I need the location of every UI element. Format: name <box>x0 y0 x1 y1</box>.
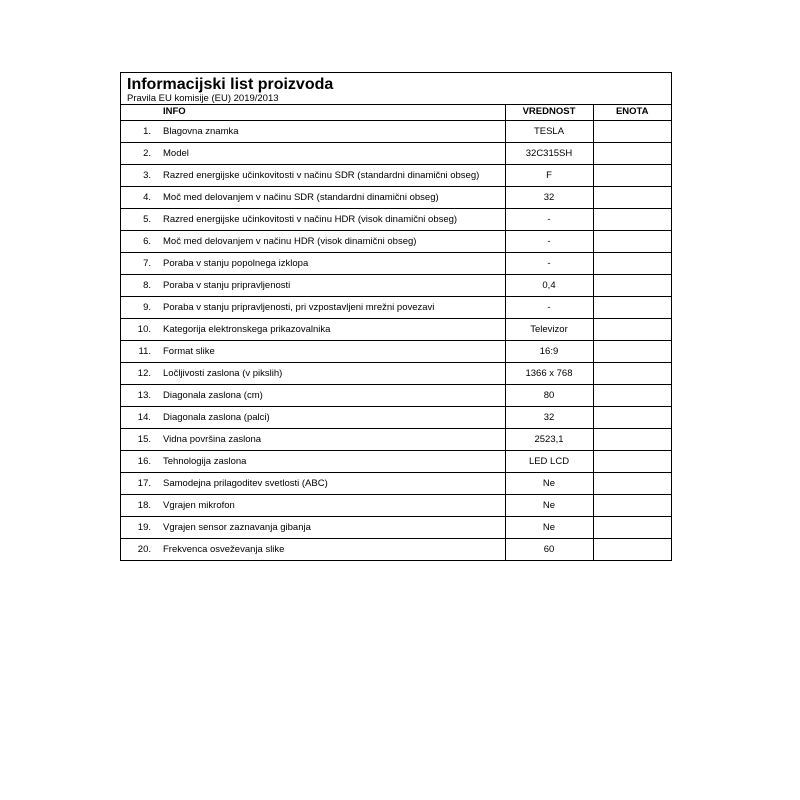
row-value: 2523,1 <box>505 429 593 451</box>
row-label: Poraba v stanju popolnega izklopa <box>163 258 309 269</box>
row-value: Ne <box>505 473 593 495</box>
row-unit <box>593 253 671 275</box>
table-row <box>121 429 671 451</box>
row-unit <box>593 495 671 517</box>
row-value: Televizor <box>505 319 593 341</box>
row-info-cell <box>121 517 505 539</box>
row-value: 32C315SH <box>505 143 593 165</box>
table-row <box>121 407 671 429</box>
row-unit <box>593 275 671 297</box>
row-unit <box>593 363 671 385</box>
row-unit <box>593 473 671 495</box>
info-table <box>121 105 671 560</box>
table-row <box>121 187 671 209</box>
row-number: 10. <box>137 324 151 335</box>
row-number: 13. <box>137 390 151 401</box>
row-unit <box>593 231 671 253</box>
row-label: Moč med delovanjem v načinu SDR (standardni dinamični obseg) <box>163 192 439 203</box>
row-unit <box>593 407 671 429</box>
sheet-subtitle: Pravila EU komisije (EU) 2019/2013 <box>127 93 279 104</box>
row-value: LED LCD <box>505 451 593 473</box>
row-value: - <box>505 297 593 319</box>
row-unit <box>593 143 671 165</box>
table-row <box>121 451 671 473</box>
row-info-cell <box>121 121 505 143</box>
row-info-cell <box>121 385 505 407</box>
table-row <box>121 231 671 253</box>
row-value: 0,4 <box>505 275 593 297</box>
column-header-value: VREDNOST <box>505 105 593 121</box>
row-unit <box>593 209 671 231</box>
row-unit <box>593 341 671 363</box>
row-info-cell <box>121 209 505 231</box>
row-label: Moč med delovanjem v načinu HDR (visok dinamični obseg) <box>163 236 417 247</box>
row-label: Tehnologija zaslona <box>163 456 247 467</box>
row-value: 60 <box>505 539 593 561</box>
row-label: Razred energijske učinkovitosti v načinu SDR (standardni dinamični obseg) <box>163 170 480 181</box>
table-row <box>121 165 671 187</box>
row-unit <box>593 385 671 407</box>
row-info-cell <box>121 319 505 341</box>
row-info-cell <box>121 165 505 187</box>
row-number: 6. <box>143 236 151 247</box>
row-unit <box>593 187 671 209</box>
row-label: Ločljivosti zaslona (v pikslih) <box>163 368 283 379</box>
row-label: Vgrajen sensor zaznavanja gibanja <box>163 522 311 533</box>
row-label: Format slike <box>163 346 215 357</box>
row-number: 8. <box>143 280 151 291</box>
row-number: 20. <box>137 544 151 555</box>
row-number: 19. <box>137 522 151 533</box>
table-row <box>121 275 671 297</box>
row-label: Frekvenca osveževanja slike <box>163 544 285 555</box>
table-row <box>121 319 671 341</box>
row-label: Samodejna prilagoditev svetlosti (ABC) <box>163 478 328 489</box>
row-value: 1366 x 768 <box>505 363 593 385</box>
table-row <box>121 495 671 517</box>
row-info-cell <box>121 363 505 385</box>
table-row <box>121 341 671 363</box>
row-value: - <box>505 231 593 253</box>
table-row <box>121 297 671 319</box>
row-value: 80 <box>505 385 593 407</box>
row-info-cell <box>121 407 505 429</box>
row-value: - <box>505 209 593 231</box>
row-number: 17. <box>137 478 151 489</box>
table-row <box>121 517 671 539</box>
column-header-info: INFO <box>121 105 505 121</box>
row-info-cell <box>121 473 505 495</box>
row-info-cell <box>121 429 505 451</box>
row-label: Diagonala zaslona (palci) <box>163 412 270 423</box>
row-number: 14. <box>137 412 151 423</box>
row-info-cell <box>121 253 505 275</box>
row-value: Ne <box>505 517 593 539</box>
row-value: 32 <box>505 407 593 429</box>
row-unit <box>593 429 671 451</box>
row-unit <box>593 517 671 539</box>
table-row <box>121 253 671 275</box>
product-information-sheet <box>120 72 672 561</box>
table-row <box>121 363 671 385</box>
row-number: 4. <box>143 192 151 203</box>
table-body <box>121 121 671 561</box>
row-number: 1. <box>143 126 151 137</box>
row-info-cell <box>121 143 505 165</box>
row-info-cell <box>121 341 505 363</box>
sheet-header <box>121 73 671 105</box>
row-value: Ne <box>505 495 593 517</box>
table-header-row <box>121 105 671 121</box>
row-value: F <box>505 165 593 187</box>
row-number: 15. <box>137 434 151 445</box>
table-row <box>121 143 671 165</box>
row-label: Razred energijske učinkovitosti v načinu HDR (visok dinamični obseg) <box>163 214 458 225</box>
row-number: 18. <box>137 500 151 511</box>
row-label: Vgrajen mikrofon <box>163 500 235 511</box>
table-row <box>121 539 671 561</box>
table-row <box>121 209 671 231</box>
row-number: 5. <box>143 214 151 225</box>
row-label: Blagovna znamka <box>163 126 239 137</box>
row-label: Model <box>163 148 189 159</box>
row-label: Vidna površina zaslona <box>163 434 262 445</box>
row-unit <box>593 297 671 319</box>
row-value: 32 <box>505 187 593 209</box>
row-number: 12. <box>137 368 151 379</box>
column-header-unit: ENOTA <box>593 105 671 121</box>
row-number: 16. <box>137 456 151 467</box>
row-unit <box>593 451 671 473</box>
row-info-cell <box>121 297 505 319</box>
row-info-cell <box>121 451 505 473</box>
table-row <box>121 473 671 495</box>
row-label: Poraba v stanju pripravljenosti <box>163 280 291 291</box>
row-label: Poraba v stanju pripravljenosti, pri vzpostavljeni mrežni povezavi <box>163 302 435 313</box>
row-info-cell <box>121 539 505 561</box>
row-number: 7. <box>143 258 151 269</box>
row-info-cell <box>121 275 505 297</box>
table-row <box>121 121 671 143</box>
row-info-cell <box>121 187 505 209</box>
row-number: 3. <box>143 170 151 181</box>
row-value: TESLA <box>505 121 593 143</box>
table-row <box>121 385 671 407</box>
row-label: Diagonala zaslona (cm) <box>163 390 263 401</box>
row-number: 11. <box>138 346 151 357</box>
row-unit <box>593 539 671 561</box>
row-value: - <box>505 253 593 275</box>
row-info-cell <box>121 495 505 517</box>
row-unit <box>593 319 671 341</box>
row-number: 9. <box>143 302 151 313</box>
row-label: Kategorija elektronskega prikazovalnika <box>163 324 331 335</box>
row-info-cell <box>121 231 505 253</box>
row-unit <box>593 165 671 187</box>
sheet-title: Informacijski list proizvoda <box>127 76 334 93</box>
row-unit <box>593 121 671 143</box>
row-number: 2. <box>143 148 151 159</box>
row-value: 16:9 <box>505 341 593 363</box>
